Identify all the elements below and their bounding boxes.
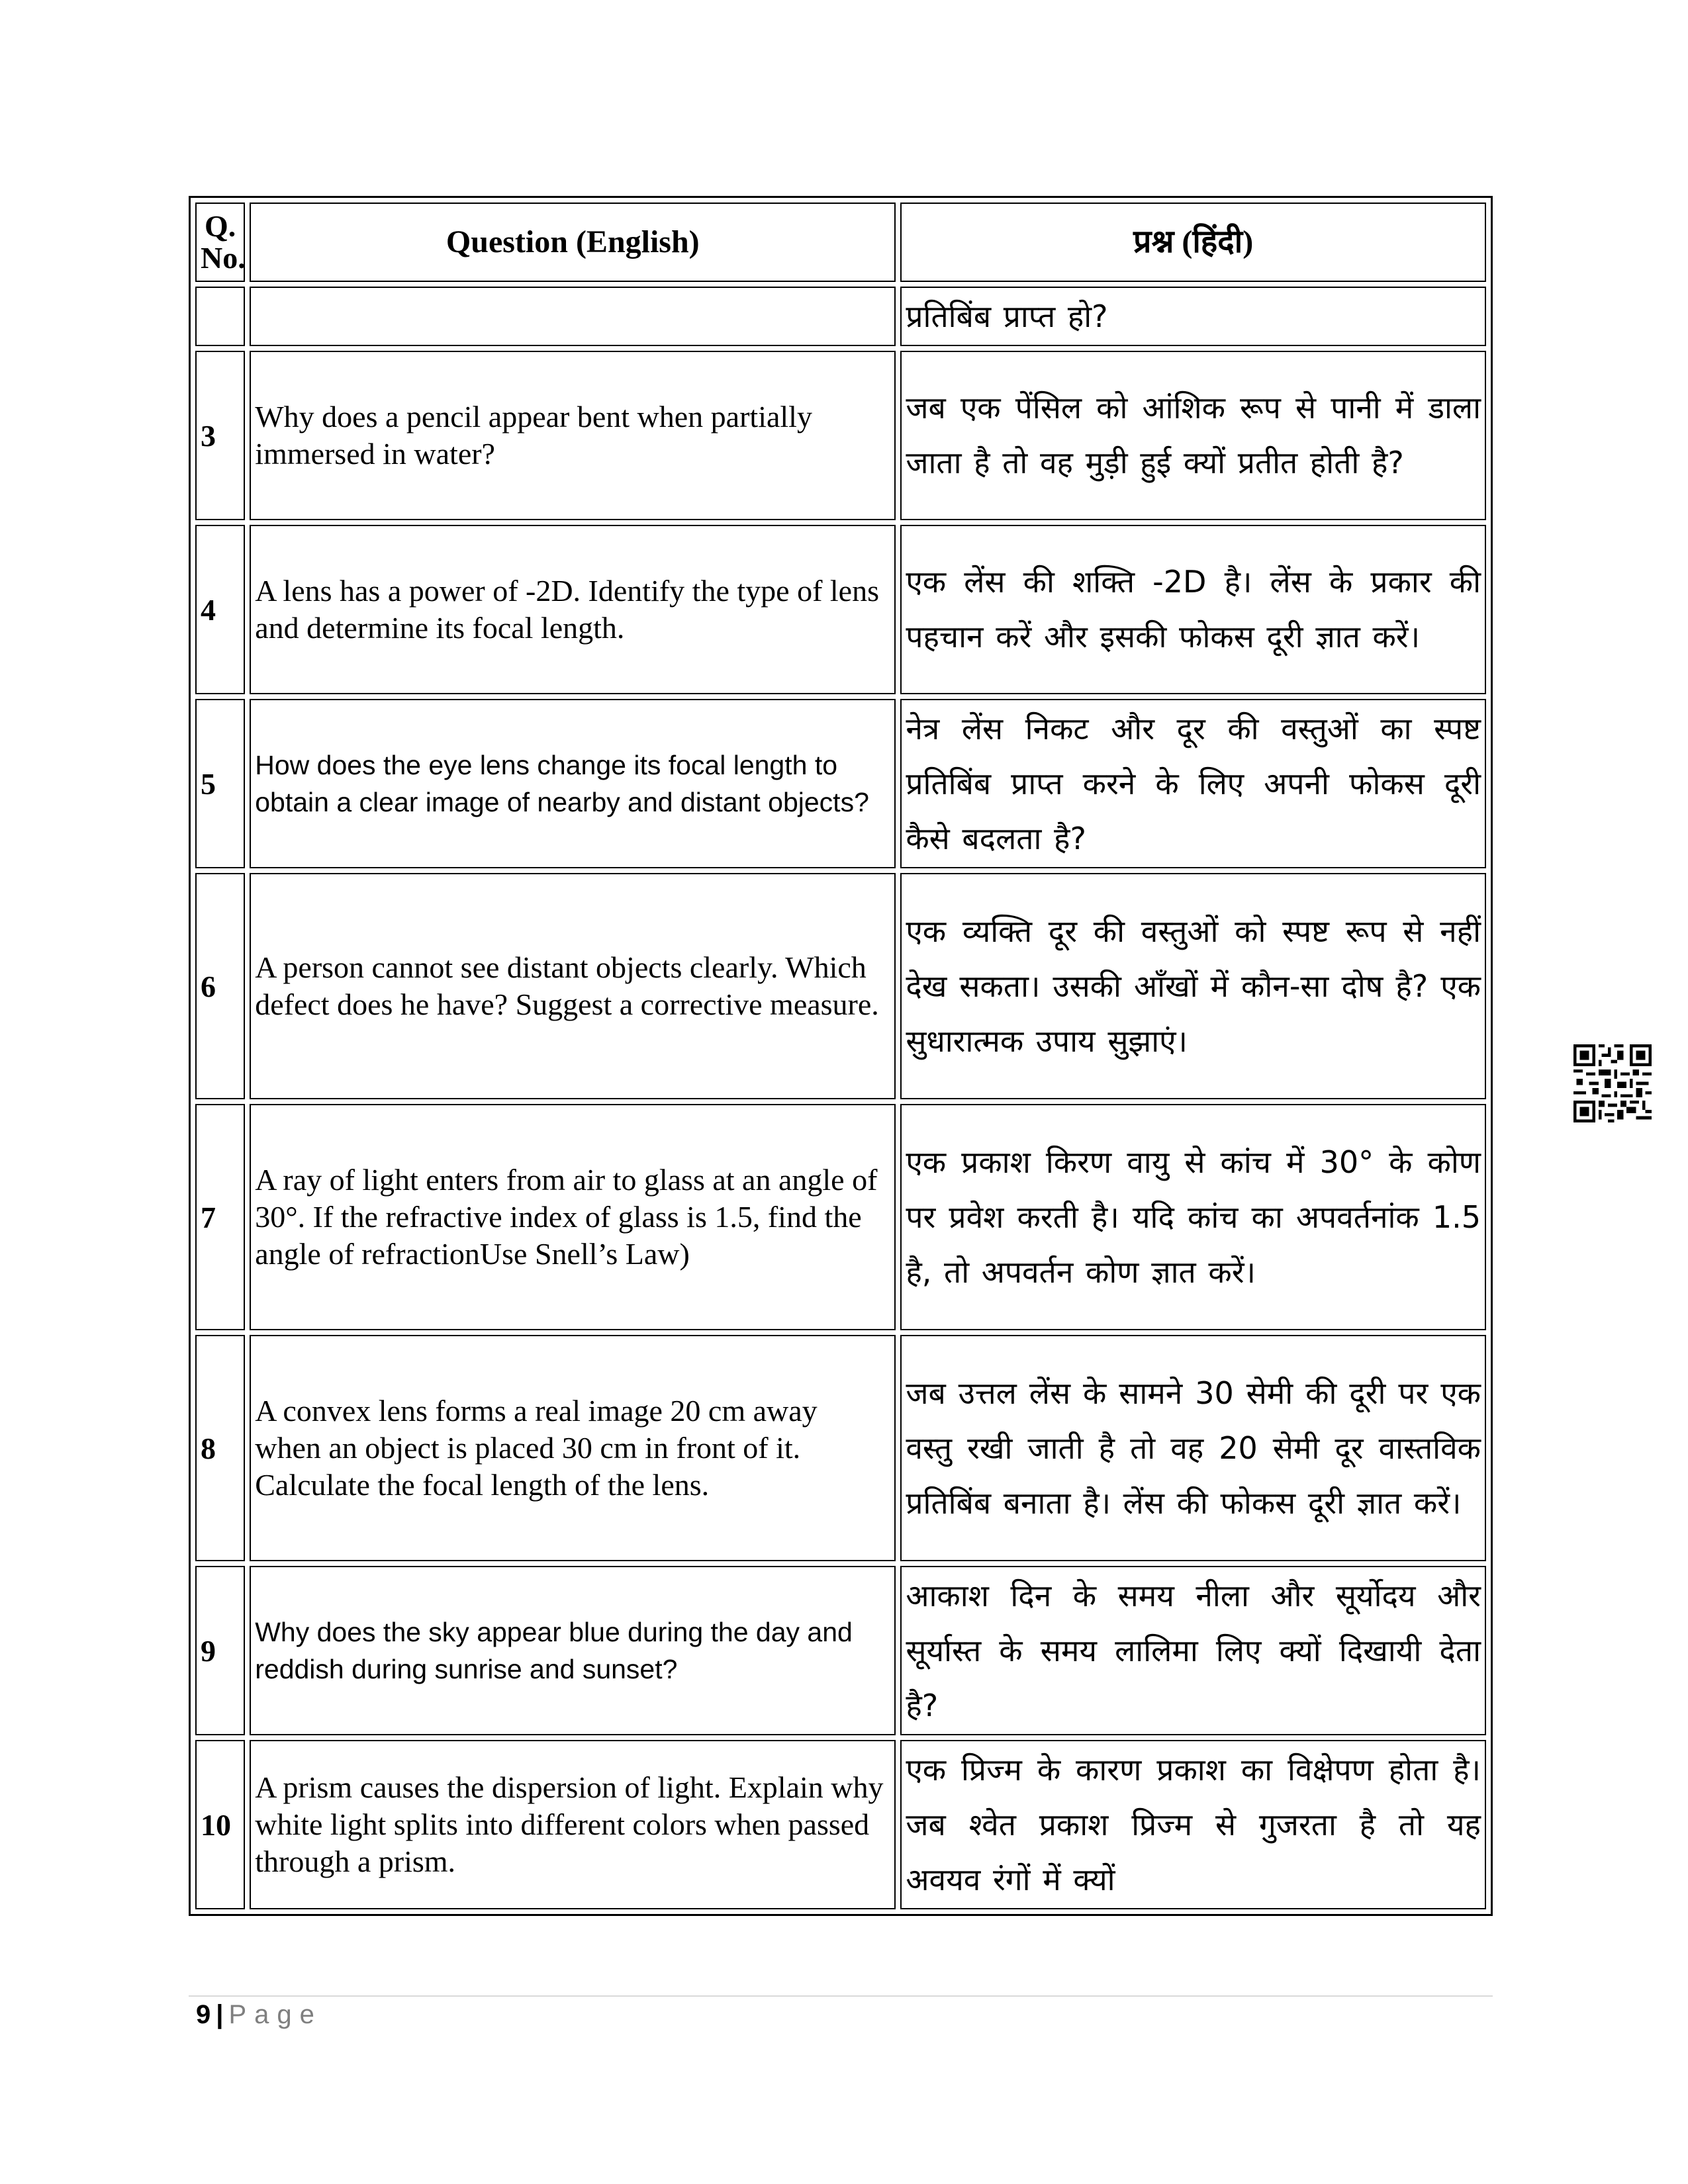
question-hindi: आकाश दिन के समय नीला और सूर्योदय और सूर्यास्त के समय लालिमा लिए क्यों दिखायी देता है? [900,1566,1486,1735]
page-label: Page [228,2000,322,2029]
question-hindi: नेत्र लेंस निकट और दूर की वस्तुओं का स्पष्ट प्रतिबिंब प्राप्त करने के लिए अपनी फोकस दूरी कैसे बदलता है? [900,699,1486,868]
table-row [195,525,1486,694]
header-english: Question (English) [250,203,896,282]
question-number [195,287,245,346]
question-hindi: एक प्रकाश किरण वायु से कांच में 30° के कोण पर प्रवेश करती है। यदि कांच का अपवर्तनांक 1.5 है, तो अपवर्तन कोण ज्ञात करें। [900,1104,1486,1330]
question-english: A convex lens forms a real image 20 cm away when an object is placed 30 cm in front of it. Calculate the focal length of the lens. [250,1335,896,1561]
question-number: 6 [195,873,245,1099]
table-row [195,1566,1486,1735]
table-header-row [195,203,1486,282]
question-english [250,287,896,346]
table-row [195,1740,1486,1909]
question-number: 4 [195,525,245,694]
question-number: 9 [195,1566,245,1735]
question-hindi: एक लेंस की शक्ति -2D है। लेंस के प्रकार की पहचान करें और इसकी फोकस दूरी ज्ञात करें। [900,525,1486,694]
question-hindi: एक व्यक्ति दूर की वस्तुओं को स्पष्ट रूप से नहीं देख सकता। उसकी आँखों में कौन-सा दोष है? एक सुधारात्मक उपाय सुझाएं। [900,873,1486,1099]
question-english: Why does a pencil appear bent when partially immersed in water? [250,351,896,520]
table-row [195,351,1486,520]
question-number: 5 [195,699,245,868]
page-footer [196,2000,322,2030]
header-qno-line2: No. [201,241,246,275]
question-english: A lens has a power of -2D. Identify the type of lens and determine its focal length. [250,525,896,694]
header-qno-line1: Q. [204,208,236,243]
table-row [195,699,1486,868]
table-row [195,1335,1486,1561]
question-hindi: जब उत्तल लेंस के सामने 30 सेमी की दूरी पर एक वस्तु रखी जाती है तो वह 20 सेमी दूर वास्तविक प्रतिबिंब बनाता है। लेंस की फोकस दूरी ज्ञात करें। [900,1335,1486,1561]
question-english: A ray of light enters from air to glass at an angle of 30°. If the refractive index of glass is 1.5, find the angle of refractionUse Snell’s Law) [250,1104,896,1330]
page-number: 9 [196,2000,211,2029]
question-number: 3 [195,351,245,520]
table-row [195,873,1486,1099]
question-english: Why does the sky appear blue during the day and reddish during sunrise and sunset? [250,1566,896,1735]
footer-divider [189,1995,1493,1997]
table-row [195,1104,1486,1330]
question-hindi: जब एक पेंसिल को आंशिक रूप से पानी में डाला जाता है तो वह मुड़ी हुई क्यों प्रतीत होती है? [900,351,1486,520]
question-english: How does the eye lens change its focal length to obtain a clear image of nearby and distant objects? [250,699,896,868]
qr-code-icon [1573,1044,1652,1122]
question-english: A person cannot see distant objects clearly. Which defect does he have? Suggest a corrective measure. [250,873,896,1099]
questions-table [189,196,1493,1916]
header-hindi: प्रश्न (हिंदी) [900,203,1486,282]
question-number: 8 [195,1335,245,1561]
question-number: 7 [195,1104,245,1330]
footer-separator: | [216,2000,224,2029]
question-number: 10 [195,1740,245,1909]
question-hindi: एक प्रिज्म के कारण प्रकाश का विक्षेपण होता है। जब श्वेत प्रकाश प्रिज्म से गुजरता है तो यह अवयव रंगों में क्यों [900,1740,1486,1909]
table-row [195,287,1486,346]
header-qno [195,203,245,282]
question-hindi: प्रतिबिंब प्राप्त हो? [900,287,1486,346]
question-english: A prism causes the dispersion of light. Explain why white light splits into different colors when passed through a prism. [250,1740,896,1909]
